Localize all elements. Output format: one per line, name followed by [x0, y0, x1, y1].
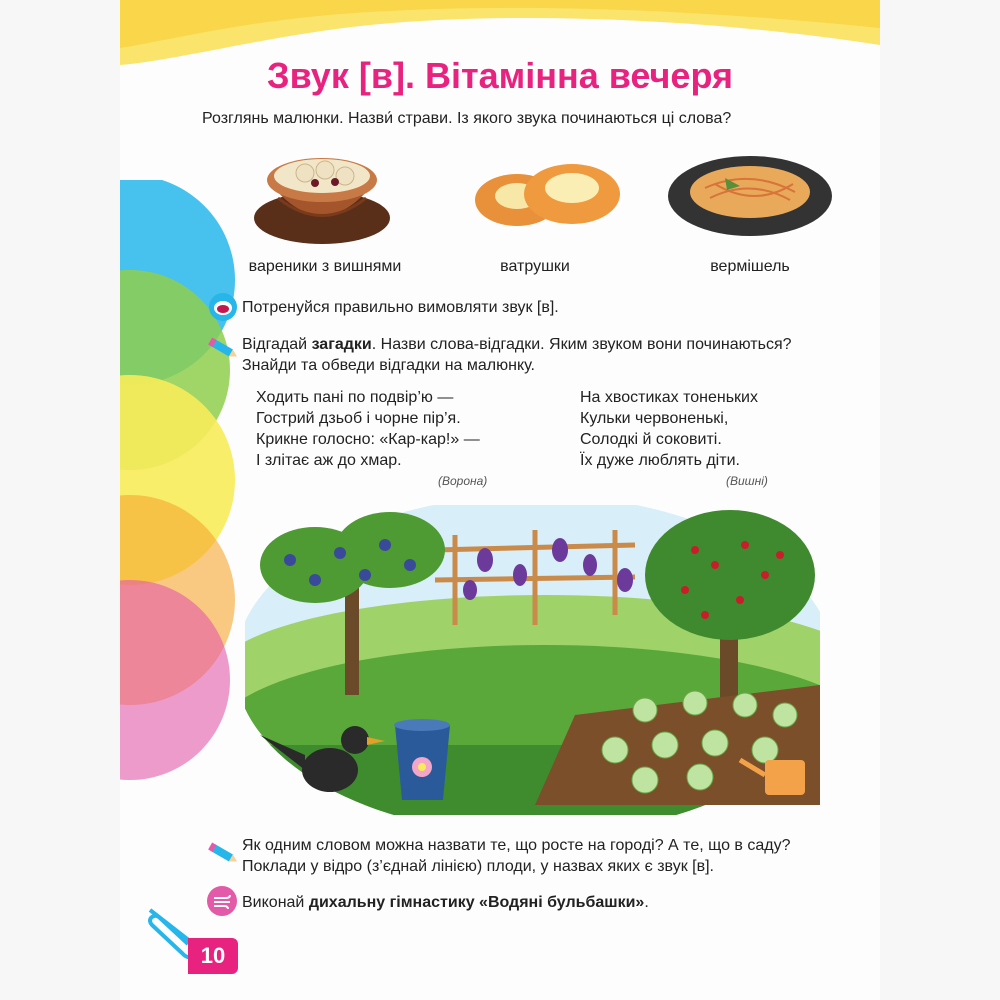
task-2: [242, 835, 862, 877]
food-label-1: вареники з вишнями: [248, 258, 402, 275]
pasta-plate-image: [665, 148, 835, 238]
mouth-icon: [208, 292, 238, 322]
riddle-1-answer: (Ворона): [438, 474, 488, 488]
riddle-2-line: На хвостиках тоненьких: [580, 389, 758, 406]
riddles-intro-prefix: Відгадай: [242, 336, 312, 353]
breathing-prefix: Виконай: [242, 894, 309, 911]
riddle-1-line: І злітає аж до хмар.: [256, 452, 402, 469]
riddle-1-line: Гострий дзьоб і чорне пір’я.: [256, 410, 461, 427]
pencil-icon: [206, 335, 242, 363]
page-title: Звук [в]. Вітамінна вечеря: [267, 55, 733, 96]
pencil-icon: [206, 840, 242, 868]
practice-text: Потренуйся правильно вимовляти звук [в].: [242, 299, 559, 316]
riddle-2-line: Кульки червоненькі,: [580, 410, 729, 427]
riddle-1-line: Ходить пані по подвір’ю —: [256, 389, 454, 406]
task-2-line2: Поклади у відро (з’єднай лінією) плоди, у назвах яких є звук [в].: [242, 858, 714, 875]
task-2-line1: Як одним словом можна назвати те, що росте на городі? А те, що в саду?: [242, 837, 791, 854]
cheese-buns-image: [472, 158, 622, 228]
textbook-page: [120, 0, 880, 1000]
riddle-1-line: Крикне голосно: «Кар-кар!» —: [256, 431, 480, 448]
breathing-bold: дихальну гімнастику «Водяні бульбашки»: [308, 894, 645, 911]
food-label-3: вермішель: [710, 258, 790, 275]
riddle-2-answer: (Вишні): [726, 474, 768, 488]
breathing-suffix: .: [644, 894, 649, 911]
riddle-2-line: Їх дуже люблять діти.: [580, 452, 740, 469]
riddles-intro-line2: Знайди та обведи відгадки на малюнку.: [242, 357, 535, 374]
page-number: 10: [188, 938, 238, 974]
food-instruction: Розглянь малюнки. Назви́ страви. Із якого звука починаються ці слова?: [202, 110, 732, 127]
riddle-2-line: Солодкі й соковиті.: [580, 431, 722, 448]
side-circle-decoration: [120, 180, 240, 780]
food-label-2: ватрушки: [500, 258, 570, 275]
riddles-intro-suffix: . Назви слова-відгадки. Яким звуком вони починаються?: [371, 336, 792, 353]
garden-scene-illustration: [245, 505, 820, 815]
dumplings-bowl-image: [250, 138, 395, 248]
breath-icon: [206, 885, 238, 917]
riddles-intro: [242, 334, 862, 376]
riddles-intro-bold: загадки: [311, 336, 372, 353]
riddle-2: [580, 387, 758, 471]
breathing-text: [242, 892, 649, 913]
riddle-1: [256, 387, 480, 471]
